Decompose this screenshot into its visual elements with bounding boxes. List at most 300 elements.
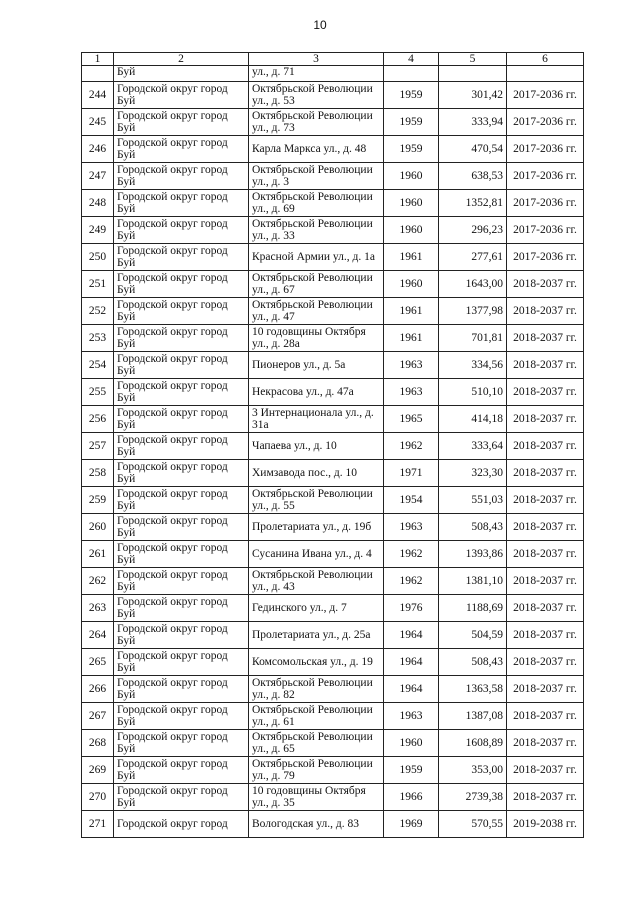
year-cell: 1964	[384, 649, 439, 676]
period-cell: 2018-2037 гг.	[507, 730, 584, 757]
period-cell: 2018-2037 гг.	[507, 784, 584, 811]
table-row	[82, 244, 584, 271]
row-number-cell: 271	[82, 811, 114, 838]
municipality-line-1: Городской округ город	[117, 434, 228, 446]
municipality-line-1: Городской округ город	[117, 218, 228, 230]
address-cell	[249, 217, 384, 244]
area-cell: 1352,81	[439, 190, 507, 217]
year-cell: 1966	[384, 784, 439, 811]
page-number: 10	[313, 18, 327, 32]
year-cell: 1963	[384, 514, 439, 541]
column-header: 5	[439, 53, 507, 66]
period-cell: 2017-2036 гг.	[507, 163, 584, 190]
address-line-2: ул., д. 47	[252, 311, 295, 323]
municipality-line-2: Буй	[117, 311, 136, 323]
year-cell: 1959	[384, 136, 439, 163]
row-number-cell: 253	[82, 325, 114, 352]
municipality-line-2: Буй	[117, 743, 136, 755]
municipality-line-1: Городской округ город	[117, 191, 228, 203]
municipality-line-1: Городской округ город	[117, 461, 228, 473]
row-number-cell: 257	[82, 433, 114, 460]
year-cell: 1971	[384, 460, 439, 487]
area-cell: 508,43	[439, 514, 507, 541]
address-cell	[249, 82, 384, 109]
municipality-line-1: Городской округ город	[117, 380, 228, 392]
row-number-cell: 264	[82, 622, 114, 649]
period-cell: 2018-2037 гг.	[507, 676, 584, 703]
municipality-line-2: Буй	[117, 689, 136, 701]
address-line-2: ул., д. 73	[252, 122, 295, 134]
municipality-line-1: Городской округ город	[117, 677, 228, 689]
municipality-cell	[114, 298, 249, 325]
address-line-1: 10 годовщины Октября	[252, 785, 366, 797]
table-row	[82, 433, 584, 460]
address-line-1: 10 годовщины Октября	[252, 326, 366, 338]
address-line-1: Октябрьской Революции	[252, 218, 373, 230]
area-cell: 1608,89	[439, 730, 507, 757]
row-number-cell: 247	[82, 163, 114, 190]
table-row	[82, 460, 584, 487]
address-cell	[249, 136, 384, 163]
municipality-line-2: Буй	[117, 66, 136, 78]
area-cell	[439, 66, 507, 82]
year-cell: 1962	[384, 433, 439, 460]
table-row	[82, 568, 584, 595]
address-line-1: Комсомольская ул., д. 19	[252, 656, 373, 668]
area-cell: 1393,86	[439, 541, 507, 568]
address-line-2: ул., д. 67	[252, 284, 295, 296]
table-row	[82, 379, 584, 406]
year-cell: 1961	[384, 298, 439, 325]
year-cell: 1964	[384, 676, 439, 703]
row-number-cell: 256	[82, 406, 114, 433]
period-cell	[507, 66, 584, 82]
year-cell: 1960	[384, 190, 439, 217]
municipality-line-1: Городской округ город	[117, 758, 228, 770]
area-cell: 323,30	[439, 460, 507, 487]
municipality-line-2: Буй	[117, 122, 136, 134]
year-cell: 1962	[384, 541, 439, 568]
row-number-cell: 263	[82, 595, 114, 622]
table-row	[82, 352, 584, 379]
year-cell: 1959	[384, 757, 439, 784]
address-line-1: Октябрьской Революции	[252, 704, 373, 716]
municipality-line-1: Городской округ город	[117, 650, 228, 662]
municipality-line-1: Городской округ город	[117, 407, 228, 419]
address-line-2: ул., д. 55	[252, 500, 295, 512]
municipality-line-2: Буй	[117, 527, 136, 539]
table-row	[82, 622, 584, 649]
municipality-line-1: Городской округ город	[117, 596, 228, 608]
column-header: 2	[114, 53, 249, 66]
address-line-1: Октябрьской Революции	[252, 488, 373, 500]
address-line-2: ул., д. 53	[252, 95, 295, 107]
year-cell: 1961	[384, 244, 439, 271]
municipality-line-2: Буй	[117, 554, 136, 566]
table-body	[82, 66, 584, 838]
year-cell: 1963	[384, 379, 439, 406]
municipality-line-2: Буй	[117, 770, 136, 782]
address-line-1: 3 Интернационала ул., д.	[252, 407, 374, 419]
municipality-cell	[114, 676, 249, 703]
row-number-cell: 262	[82, 568, 114, 595]
period-cell: 2018-2037 гг.	[507, 514, 584, 541]
municipality-line-1: Городской округ город	[117, 785, 228, 797]
municipality-line-1: Городской округ город	[117, 83, 228, 95]
table-row	[82, 811, 584, 838]
address-cell	[249, 730, 384, 757]
address-cell	[249, 244, 384, 271]
municipality-line-1: Городской округ город	[117, 245, 228, 257]
municipality-cell	[114, 66, 249, 82]
municipality-line-1: Городской округ город	[117, 110, 228, 122]
period-cell: 2017-2036 гг.	[507, 190, 584, 217]
row-number-cell: 267	[82, 703, 114, 730]
address-cell	[249, 433, 384, 460]
address-line-1: Пролетариата ул., д. 25а	[252, 629, 371, 641]
table-row	[82, 325, 584, 352]
municipality-line-1: Городской округ город	[117, 299, 228, 311]
area-cell: 1643,00	[439, 271, 507, 298]
municipality-line-1: Городской округ город	[117, 164, 228, 176]
address-line-1: Октябрьской Революции	[252, 731, 373, 743]
address-line-2: ул., д. 71	[252, 66, 295, 78]
municipality-line-1: Городской округ город	[117, 542, 228, 554]
table-row	[82, 757, 584, 784]
address-line-1: Октябрьской Революции	[252, 299, 373, 311]
table-row	[82, 271, 584, 298]
table-row	[82, 82, 584, 109]
area-cell: 638,53	[439, 163, 507, 190]
address-cell	[249, 190, 384, 217]
period-cell: 2018-2037 гг.	[507, 622, 584, 649]
municipality-line-2: Буй	[117, 257, 136, 269]
municipality-line-1: Городской округ город	[117, 515, 228, 527]
address-cell	[249, 541, 384, 568]
address-line-2: ул., д. 61	[252, 716, 295, 728]
address-cell	[249, 757, 384, 784]
address-cell	[249, 487, 384, 514]
municipality-line-2: Буй	[117, 203, 136, 215]
address-line-2: ул., д. 3	[252, 176, 289, 188]
municipality-line-2: Буй	[117, 392, 136, 404]
address-line-1: Октябрьской Революции	[252, 758, 373, 770]
address-cell	[249, 109, 384, 136]
year-cell: 1954	[384, 487, 439, 514]
municipality-cell	[114, 460, 249, 487]
municipality-cell	[114, 352, 249, 379]
area-cell: 570,55	[439, 811, 507, 838]
year-cell: 1960	[384, 163, 439, 190]
table-row	[82, 730, 584, 757]
year-cell	[384, 66, 439, 82]
address-cell	[249, 271, 384, 298]
municipality-cell	[114, 82, 249, 109]
address-line-1: Октябрьской Революции	[252, 83, 373, 95]
row-number-cell: 254	[82, 352, 114, 379]
area-cell: 470,54	[439, 136, 507, 163]
table-row	[82, 217, 584, 244]
table-row	[82, 649, 584, 676]
municipality-line-2: Буй	[117, 662, 136, 674]
table-row	[82, 109, 584, 136]
row-number-cell: 268	[82, 730, 114, 757]
period-cell: 2017-2036 гг.	[507, 217, 584, 244]
address-cell	[249, 325, 384, 352]
row-number-cell: 265	[82, 649, 114, 676]
year-cell: 1963	[384, 703, 439, 730]
period-cell: 2017-2036 гг.	[507, 244, 584, 271]
municipality-line-1: Городской округ город	[117, 704, 228, 716]
area-cell: 504,59	[439, 622, 507, 649]
address-cell	[249, 622, 384, 649]
municipality-line-2: Буй	[117, 716, 136, 728]
address-line-1: Некрасова ул., д. 47а	[252, 386, 354, 398]
period-cell: 2018-2037 гг.	[507, 352, 584, 379]
municipality-line-2: Буй	[117, 365, 136, 377]
municipality-line-1: Городской округ город	[117, 272, 228, 284]
period-cell: 2018-2037 гг.	[507, 379, 584, 406]
municipality-cell	[114, 325, 249, 352]
address-line-1: Карла Маркса ул., д. 48	[252, 143, 367, 155]
address-cell	[249, 379, 384, 406]
address-line-2: ул., д. 35	[252, 797, 295, 809]
municipality-cell	[114, 433, 249, 460]
area-cell: 353,00	[439, 757, 507, 784]
municipality-cell	[114, 514, 249, 541]
year-cell: 1963	[384, 352, 439, 379]
period-cell: 2018-2037 гг.	[507, 487, 584, 514]
municipality-line-2: Буй	[117, 608, 136, 620]
period-cell: 2018-2037 гг.	[507, 298, 584, 325]
address-line-2: ул., д. 43	[252, 581, 295, 593]
area-cell: 1387,08	[439, 703, 507, 730]
continuation-row	[82, 66, 584, 82]
municipality-cell	[114, 541, 249, 568]
address-cell	[249, 163, 384, 190]
area-cell: 2739,38	[439, 784, 507, 811]
municipality-line-1: Городской округ город	[117, 731, 228, 743]
municipality-line-1: Городской округ город	[117, 137, 228, 149]
row-number-cell: 258	[82, 460, 114, 487]
table-row	[82, 676, 584, 703]
municipality-line-1: Городской округ город	[117, 569, 228, 581]
municipality-line-2: Буй	[117, 149, 136, 161]
row-number-cell: 266	[82, 676, 114, 703]
municipality-cell	[114, 622, 249, 649]
address-cell	[249, 595, 384, 622]
table-row	[82, 163, 584, 190]
period-cell: 2018-2037 гг.	[507, 433, 584, 460]
row-number-cell: 260	[82, 514, 114, 541]
row-number-cell: 246	[82, 136, 114, 163]
municipality-line-2: Буй	[117, 419, 136, 431]
area-cell: 414,18	[439, 406, 507, 433]
address-cell	[249, 298, 384, 325]
period-cell: 2018-2037 гг.	[507, 460, 584, 487]
municipality-line-1: Городской округ город	[117, 623, 228, 635]
address-cell	[249, 649, 384, 676]
address-line-1: Красной Армии ул., д. 1а	[252, 251, 375, 263]
row-number-cell: 250	[82, 244, 114, 271]
row-number-cell: 269	[82, 757, 114, 784]
municipality-line-2: Буй	[117, 230, 136, 242]
period-cell: 2018-2037 гг.	[507, 595, 584, 622]
address-cell	[249, 460, 384, 487]
area-cell: 333,64	[439, 433, 507, 460]
period-cell: 2018-2037 гг.	[507, 703, 584, 730]
address-cell	[249, 514, 384, 541]
address-line-1: Октябрьской Революции	[252, 272, 373, 284]
year-cell: 1960	[384, 217, 439, 244]
municipality-cell	[114, 271, 249, 298]
row-number-cell: 245	[82, 109, 114, 136]
municipality-line-2: Буй	[117, 446, 136, 458]
municipality-cell	[114, 757, 249, 784]
address-cell	[249, 352, 384, 379]
municipality-cell	[114, 163, 249, 190]
row-number-cell: 255	[82, 379, 114, 406]
address-line-1: Чапаева ул., д. 10	[252, 440, 337, 452]
address-line-1: Вологодская ул., д. 83	[252, 818, 359, 830]
address-line-1: Октябрьской Революции	[252, 110, 373, 122]
municipality-cell	[114, 730, 249, 757]
municipality-cell	[114, 487, 249, 514]
year-cell: 1962	[384, 568, 439, 595]
address-line-1: Гединского ул., д. 7	[252, 602, 347, 614]
address-cell	[249, 568, 384, 595]
row-number-cell: 261	[82, 541, 114, 568]
column-header: 3	[249, 53, 384, 66]
table-row	[82, 190, 584, 217]
period-cell: 2018-2037 гг.	[507, 649, 584, 676]
address-line-1: Октябрьской Революции	[252, 569, 373, 581]
municipality-line-1: Городской округ город	[117, 818, 228, 830]
period-cell: 2018-2037 гг.	[507, 406, 584, 433]
address-cell	[249, 676, 384, 703]
area-cell: 333,94	[439, 109, 507, 136]
row-number-cell: 251	[82, 271, 114, 298]
row-number-cell	[82, 66, 114, 82]
period-cell: 2017-2036 гг.	[507, 136, 584, 163]
address-line-1: Химзавода пос., д. 10	[252, 467, 358, 479]
area-cell: 510,10	[439, 379, 507, 406]
row-number-cell: 259	[82, 487, 114, 514]
year-cell: 1969	[384, 811, 439, 838]
year-cell: 1960	[384, 271, 439, 298]
address-line-2: ул., д. 28а	[252, 338, 300, 350]
table-row	[82, 595, 584, 622]
area-cell: 296,23	[439, 217, 507, 244]
municipality-line-2: Буй	[117, 797, 136, 809]
municipality-line-1: Городской округ город	[117, 353, 228, 365]
municipality-line-2: Буй	[117, 176, 136, 188]
address-line-1: Октябрьской Революции	[252, 164, 373, 176]
row-number-cell: 244	[82, 82, 114, 109]
municipality-cell	[114, 190, 249, 217]
table-row	[82, 487, 584, 514]
area-cell: 1381,10	[439, 568, 507, 595]
period-cell: 2018-2037 гг.	[507, 325, 584, 352]
table-row	[82, 541, 584, 568]
row-number-cell: 252	[82, 298, 114, 325]
year-cell: 1959	[384, 109, 439, 136]
municipality-cell	[114, 811, 249, 838]
period-cell: 2018-2037 гг.	[507, 757, 584, 784]
address-line-2: 31а	[252, 419, 269, 431]
address-line-1: Октябрьской Революции	[252, 677, 373, 689]
column-header: 6	[507, 53, 584, 66]
municipality-cell	[114, 109, 249, 136]
municipality-line-1: Городской округ город	[117, 488, 228, 500]
area-cell: 1188,69	[439, 595, 507, 622]
column-header: 1	[82, 53, 114, 66]
year-cell: 1960	[384, 730, 439, 757]
table-header	[82, 53, 584, 66]
year-cell: 1961	[384, 325, 439, 352]
table-row	[82, 136, 584, 163]
municipality-cell	[114, 406, 249, 433]
period-cell: 2019-2038 гг.	[507, 811, 584, 838]
area-cell: 1363,58	[439, 676, 507, 703]
table-row	[82, 298, 584, 325]
municipality-cell	[114, 649, 249, 676]
address-cell	[249, 406, 384, 433]
municipality-cell	[114, 379, 249, 406]
housing-registry-table	[81, 52, 584, 838]
row-number-cell: 248	[82, 190, 114, 217]
address-cell	[249, 66, 384, 82]
row-number-cell: 270	[82, 784, 114, 811]
municipality-line-2: Буй	[117, 473, 136, 485]
municipality-line-1: Городской округ город	[117, 326, 228, 338]
period-cell: 2017-2036 гг.	[507, 109, 584, 136]
municipality-line-2: Буй	[117, 95, 136, 107]
year-cell: 1964	[384, 622, 439, 649]
year-cell: 1976	[384, 595, 439, 622]
address-line-1: Октябрьской Революции	[252, 191, 373, 203]
municipality-cell	[114, 244, 249, 271]
column-header: 4	[384, 53, 439, 66]
area-cell: 334,56	[439, 352, 507, 379]
row-number-cell: 249	[82, 217, 114, 244]
area-cell: 551,03	[439, 487, 507, 514]
table-row	[82, 514, 584, 541]
area-cell: 277,61	[439, 244, 507, 271]
column-number-row	[82, 53, 584, 66]
address-line-2: ул., д. 82	[252, 689, 295, 701]
address-line-2: ул., д. 65	[252, 743, 295, 755]
period-cell: 2018-2037 гг.	[507, 568, 584, 595]
municipality-cell	[114, 136, 249, 163]
area-cell: 301,42	[439, 82, 507, 109]
address-cell	[249, 811, 384, 838]
municipality-line-2: Буй	[117, 581, 136, 593]
municipality-line-2: Буй	[117, 635, 136, 647]
municipality-cell	[114, 568, 249, 595]
municipality-cell	[114, 784, 249, 811]
municipality-line-2: Буй	[117, 284, 136, 296]
period-cell: 2018-2037 гг.	[507, 541, 584, 568]
address-line-2: ул., д. 79	[252, 770, 295, 782]
area-cell: 508,43	[439, 649, 507, 676]
municipality-line-2: Буй	[117, 338, 136, 350]
area-cell: 1377,98	[439, 298, 507, 325]
address-line-1: Пролетариата ул., д. 19б	[252, 521, 372, 533]
address-cell	[249, 784, 384, 811]
municipality-line-2: Буй	[117, 500, 136, 512]
period-cell: 2018-2037 гг.	[507, 271, 584, 298]
